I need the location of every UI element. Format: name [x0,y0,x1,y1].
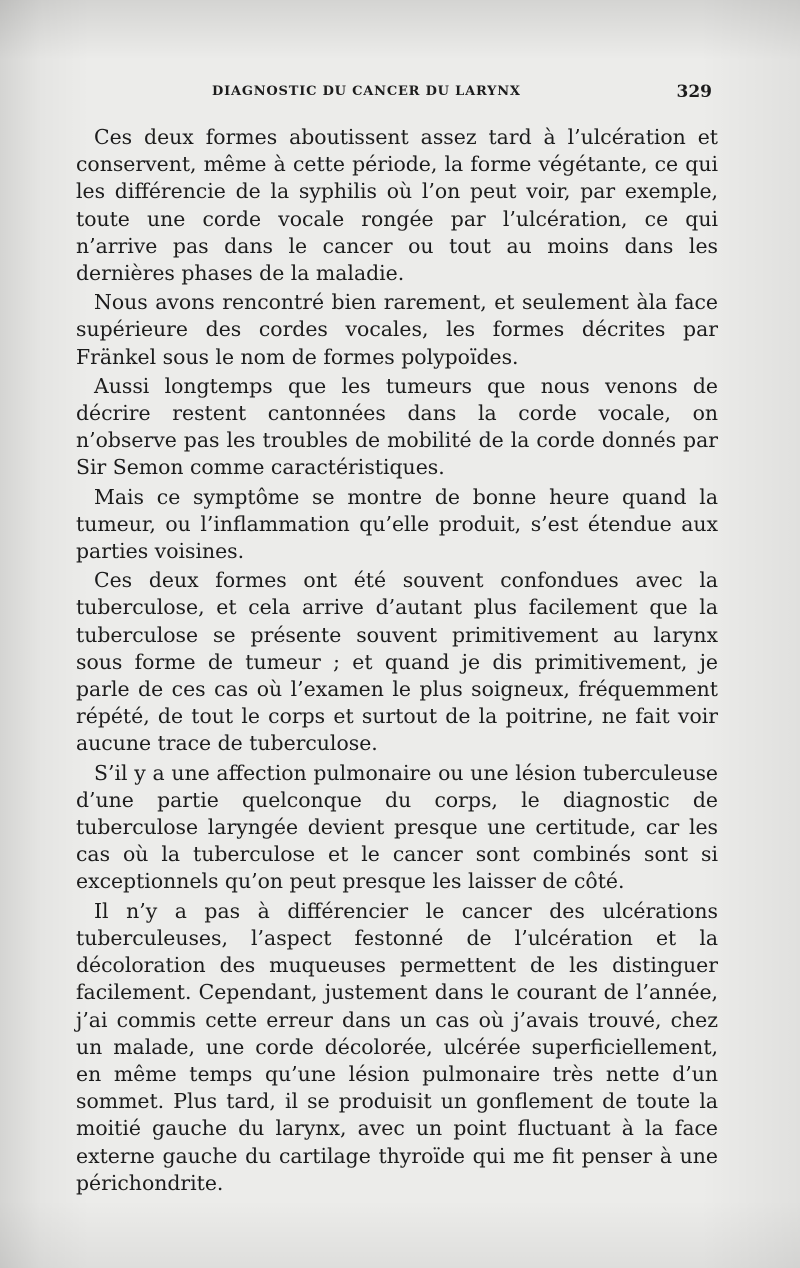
paragraph: Aussi longtemps que les tumeurs que nous venons de décrire restent cantonnées dans la corde vocale, on n’observe pas les troubles de mobilité de la corde donnés par Sir Semon comme caractéristiques. [76,373,718,480]
paragraph: Ces deux formes aboutissent assez tard à l’ulcération et conservent, même à cette période, la forme végétante, ce qui les différencie de la syphilis où l’on peut voir, par exemple, toute une corde vocale rongée par l’ulcération, ce qui n’arrive pas dans le cancer ou tout au moins dans les dernières phases de la maladie. [76,125,718,286]
running-head-title: DIAGNOSTIC DU CANCER DU LARYNX [212,84,521,99]
running-head [76,84,712,108]
body-text [76,124,718,1199]
page-number: 329 [676,82,712,102]
paragraph: Mais ce symptôme se montre de bonne heure quand la tumeur, ou l’inflammation qu’elle produit, s’est étendue aux parties voisines. [76,484,718,564]
paragraph: Ces deux formes ont été souvent confondues avec la tuberculose, et cela arrive d’autant plus facilement que la tuberculose se présente souvent primitivement au larynx sous forme de tumeur ; et quand je dis primitivement, je parle de ces cas où l’examen le plus soigneux, fréquemment répété, de tout le corps et surtout de la poitrine, ne fait voir aucune trace de tuberculose. [76,568,718,756]
paragraph: Il n’y a pas à différencier le cancer des ulcérations tuberculeuses, l’aspect festonné de l’ulcération et la décoloration des muqueuses permettent de les distinguer facilement. Cependant, justement dans le courant de l’année, j’ai commis cette erreur dans un cas où j’avais trouvé, chez un malade, une corde décolorée, ulcérée superficiellement, en même temps qu’une lésion pulmonaire très nette d’un sommet. Plus tard, il se produisit un gonflement de toute la moitié gauche du larynx, avec un point fluctuant à la face externe gauche du cartilage thyroïde qui me fit penser à une périchondrite. [76,898,718,1195]
paragraph: S’il y a une affection pulmonaire ou une lésion tuberculeuse d’une partie quelconque du corps, le diagnostic de tuberculose laryngée devient presque une certitude, car les cas où la tuberculose et le cancer sont combinés sont si exceptionnels qu’on peut presque les laisser de côté. [76,760,718,894]
paragraph: Nous avons rencontré bien rarement, et seulement àla face supérieure des cordes vocales, les formes décrites par Fränkel sous le nom de formes polypoïdes. [76,290,718,369]
